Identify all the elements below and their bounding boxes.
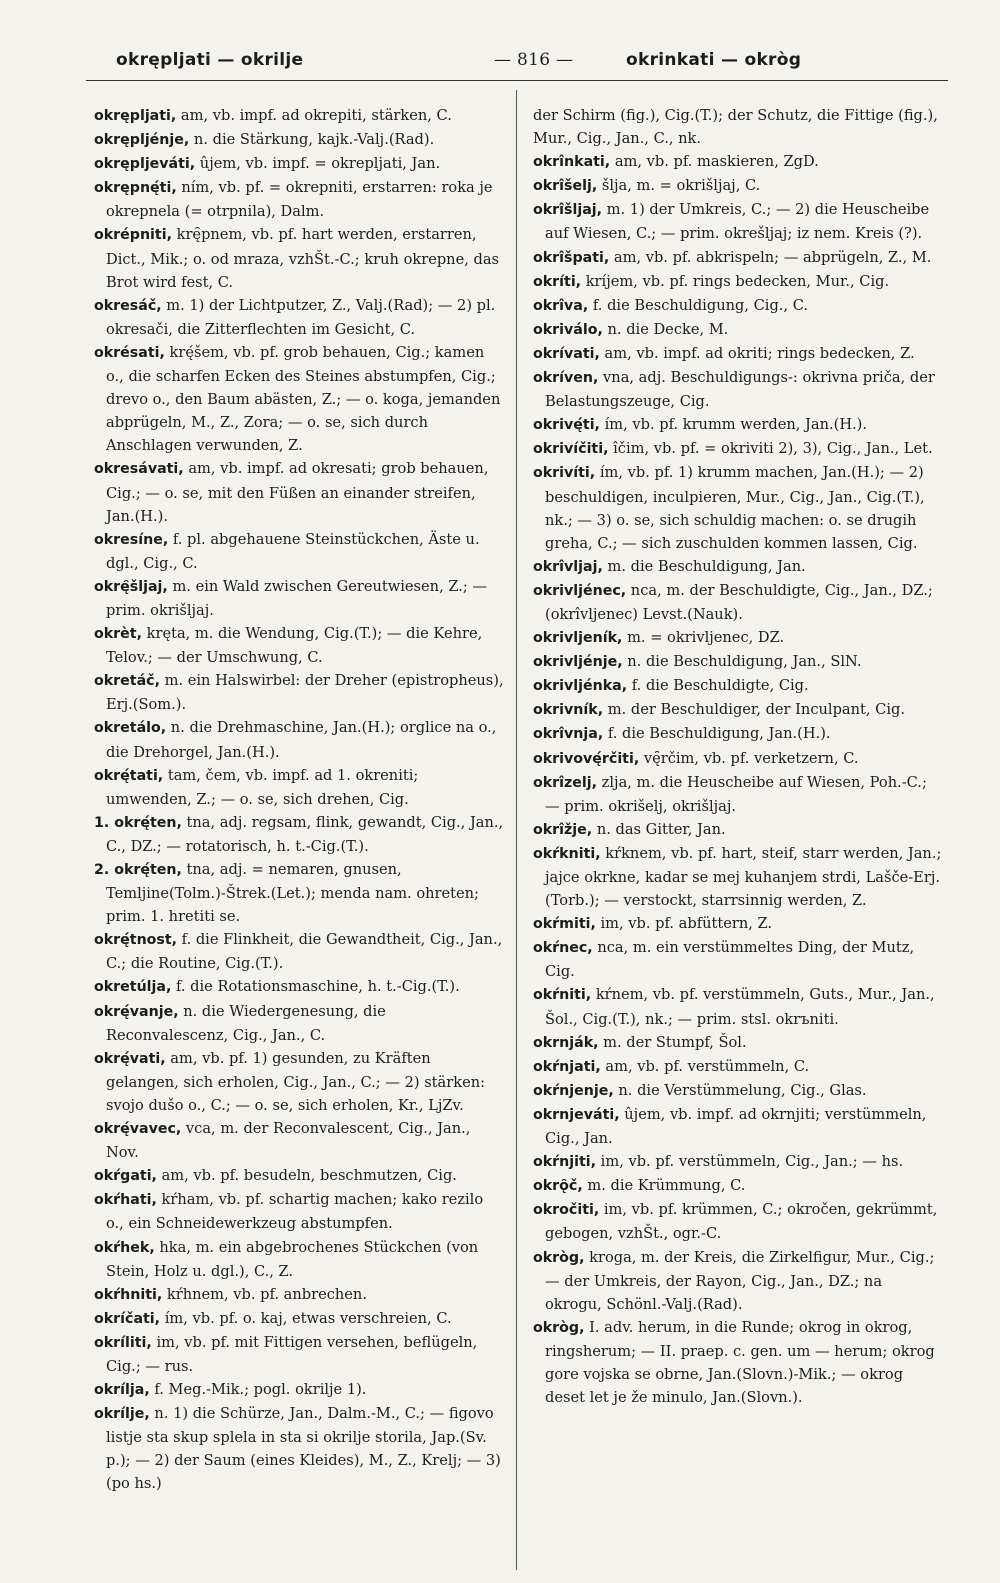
entry-definition: krę̑pnem, vb. pf. hart werden, erstarren, Dict., Mik.; o. od mraza, vzhŠt.-C.; kruh okrepne, das Brot wird fest, C. bbox=[106, 226, 500, 291]
entry-definition: n. das Gitter, Jan. bbox=[592, 820, 726, 838]
entry-definition: vę̑rčim, vb. pf. verketzern, C. bbox=[639, 749, 859, 767]
entry-headword: okrîvljaj, bbox=[533, 558, 603, 575]
entry-headword: okretáč, bbox=[94, 673, 160, 690]
header-left-guide-words: okrępljati — okrilje bbox=[116, 50, 304, 70]
entry-definition: im, vb. pf. verstümmeln, Cig., Jan.; — hs. bbox=[596, 1153, 904, 1171]
entry-headword: okŕnjati, bbox=[533, 1058, 601, 1075]
dictionary-entry bbox=[533, 698, 943, 722]
entry-definition: kroga, m. der Kreis, die Zirkelfigur, Mur., Cig.; — der Umkreis, der Rayon, Cig., Jan., DZ.; na okrogu, Schönl.-Valj.(Rad). bbox=[545, 1248, 935, 1313]
entry-definition: nca, m. der Beschuldigte, Cig., Jan., DZ.; (okrîvljenec) Levst.(Nauk). bbox=[545, 581, 933, 623]
dictionary-entry bbox=[94, 669, 504, 716]
entry-definition: m. der Beschuldiger, der Inculpant, Cig. bbox=[603, 701, 905, 719]
entry-headword: okròg, bbox=[533, 1319, 585, 1336]
entry-definition: zlja, m. die Heuscheibe auf Wiesen, Poh.-C.; — prim. okrišelj, okrišljaj. bbox=[545, 773, 927, 815]
entry-headword: 2. okrę́ten, bbox=[94, 862, 182, 878]
dictionary-entry bbox=[533, 626, 943, 650]
entry-definition: m. der Stumpf, Šol. bbox=[598, 1033, 747, 1051]
entry-definition: kŕhnem, vb. pf. anbrechen. bbox=[162, 1285, 367, 1303]
entry-headword: okrîžje, bbox=[533, 821, 593, 838]
entry-definition: tna, adj. regsam, flink, gewandt, Cig., Jan., C., DZ.; — rotatorisch, h. t.-Cig.(T.). bbox=[106, 813, 504, 855]
entry-definition: f. Meg.-Mik.; pogl. okrilje 1). bbox=[149, 1381, 367, 1399]
right-column bbox=[533, 104, 943, 1409]
entry-definition: n. die Drehmaschine, Jan.(H.); orglice na o., die Drehorgel, Jan.(H.). bbox=[106, 719, 497, 761]
entry-definition: f. die Beschuldigte, Cig. bbox=[627, 677, 809, 695]
entry-headword: okŕhati, bbox=[94, 1192, 157, 1209]
header-right-guide-words: okrinkati — okròg bbox=[626, 50, 802, 70]
dictionary-entry bbox=[94, 622, 504, 669]
entry-definition: m. ein Wald zwischen Gereutwiesen, Z.; — prim. okrišljaj. bbox=[106, 577, 488, 619]
dictionary-entry bbox=[94, 294, 504, 341]
dictionary-entry bbox=[94, 1283, 504, 1307]
entry-definition: hka, m. ein abgebrochenes Stückchen (von Stein, Holz u. dgl.), C., Z. bbox=[106, 1238, 479, 1280]
dictionary-entry bbox=[533, 342, 943, 366]
entry-definition: im, vb. pf. krümmen, C.; okročen, gekrümmt, gebogen, vzhŠt., ogr.-C. bbox=[545, 1201, 938, 1243]
dictionary-entry bbox=[94, 1117, 504, 1164]
entry-headword: okrîšljaj, bbox=[533, 202, 603, 219]
entry-definition: ûjem, vb. impf. ad okrnjiti; verstümmeln, Cig., Jan. bbox=[545, 1105, 927, 1148]
entry-definition: vca, m. der Reconvalescent, Cig., Jan., Nov. bbox=[106, 1120, 471, 1162]
dictionary-entry bbox=[94, 1047, 504, 1117]
entry-headword: okrę̑šljaj, bbox=[94, 578, 168, 595]
dictionary-entry bbox=[94, 575, 504, 622]
entry-headword: okrivljénje, bbox=[533, 654, 623, 671]
left-column bbox=[94, 104, 504, 1496]
dictionary-entry bbox=[533, 1174, 943, 1198]
page-header bbox=[86, 44, 946, 78]
entry-definition: I. adv. herum, in die Runde; okrog in okrog, ringsherum; — II. praep. c. gen. um — herum; okrog gore vojska se obrne, Jan.(Slovn.)-Mik.; — okrog deset let je že minulo, Jan.(Slovn.). bbox=[545, 1318, 935, 1407]
entry-headword: okrę́vanje, bbox=[94, 1003, 179, 1020]
entry-definition: n. die Decke, M. bbox=[602, 320, 729, 338]
entry-headword: okrésati, bbox=[94, 344, 165, 361]
entry-headword: okŕnjiti, bbox=[533, 1154, 597, 1171]
entry-definition: f. die Rotationsmaschine, h. t.-Cig.(T.). bbox=[171, 978, 460, 996]
entry-headword: okrivovę́rčiti, bbox=[533, 750, 640, 767]
dictionary-entry bbox=[533, 413, 943, 437]
entry-headword: okręplјeváti, bbox=[94, 156, 196, 173]
dictionary-entry bbox=[94, 1307, 504, 1331]
dictionary-entry bbox=[533, 174, 943, 198]
entry-headword: okrivník, bbox=[533, 702, 604, 719]
dictionary-entry bbox=[94, 128, 504, 152]
entry-headword: okrnják, bbox=[533, 1034, 599, 1051]
dictionary-entry bbox=[533, 366, 943, 413]
entry-definition: îčim, vb. pf. = okriviti 2), 3), Cig., Jan., Let. bbox=[608, 440, 933, 458]
entry-definition: ím, vb. pf. krumm werden, Jan.(H.). bbox=[599, 416, 868, 434]
dictionary-entry bbox=[533, 104, 943, 150]
entry-definition: kríjem, vb. pf. rings bedecken, Mur., Cig. bbox=[581, 272, 890, 290]
dictionary-entry bbox=[94, 811, 504, 858]
entry-definition: f. die Beschuldigung, Jan.(H.). bbox=[603, 725, 831, 743]
dictionary-entry bbox=[533, 1316, 943, 1409]
dictionary-entry bbox=[533, 1198, 943, 1245]
entry-definition: krę́šem, vb. pf. grob behauen, Cig.; kamen o., die scharfen Ecken des Steines abstumpfen, Cig.; drevo o., den Baum abästen, Z.; — o. koga, jemanden abprügeln, M., Z., Zora; — o. se, sich durch Anschlagen verwunden, Z. bbox=[106, 343, 501, 455]
entry-definition: n. die Wiedergenesung, die Reconvalescenz, Cig., Jan., C. bbox=[106, 1002, 386, 1044]
entry-headword: okrílje, bbox=[94, 1406, 150, 1423]
dictionary-entry bbox=[94, 1236, 504, 1283]
entry-headword: okresíne, bbox=[94, 531, 169, 548]
entry-headword: okrèt, bbox=[94, 626, 142, 643]
entry-headword: okríliti, bbox=[94, 1334, 152, 1351]
entry-headword: okŕnec, bbox=[533, 940, 593, 957]
entry-headword: okríven, bbox=[533, 370, 599, 387]
entry-definition: kŕham, vb. pf. schartig machen; kako rezilo o., ein Schneidewerkzeug abstumpfen. bbox=[106, 1191, 484, 1233]
entry-definition: m. 1) der Umkreis, C.; — 2) die Heuscheibe auf Wiesen, C.; — prim. okrešljaj; iz nem. Kreis (?). bbox=[545, 201, 930, 243]
entry-headword: okrivljeník, bbox=[533, 630, 623, 647]
dictionary-entry bbox=[533, 318, 943, 342]
entry-headword: okŕhek, bbox=[94, 1239, 155, 1256]
entry-definition: n. die Beschuldigung, Jan., SlN. bbox=[622, 653, 862, 671]
entry-headword: okriválo, bbox=[533, 321, 603, 338]
dictionary-entry bbox=[94, 1000, 504, 1047]
dictionary-entry bbox=[533, 1103, 943, 1150]
dictionary-entry bbox=[94, 928, 504, 975]
dictionary-entry bbox=[94, 341, 504, 457]
page-number: — 816 — bbox=[494, 50, 574, 70]
dictionary-entry bbox=[94, 858, 504, 928]
entry-definition: ním, vb. pf. = okrepniti, erstarren: roka je okrepnela (= otrpnila), Dalm. bbox=[106, 179, 493, 221]
entry-headword: okrépniti, bbox=[94, 227, 172, 244]
entry-headword: okrępnę́ti, bbox=[94, 180, 177, 197]
dictionary-entry bbox=[533, 747, 943, 771]
dictionary-entry bbox=[533, 198, 943, 245]
entry-headword: okręplјénje, bbox=[94, 132, 190, 149]
entry-headword: okrînkati, bbox=[533, 154, 611, 171]
dictionary-entry bbox=[533, 722, 943, 746]
entry-headword: okrępljati, bbox=[94, 108, 177, 124]
dictionary-entry bbox=[94, 975, 504, 999]
entry-definition: am, vb. impf. ad okresati; grob behauen, Cig.; — o. se, mit den Füßen an einander streifen, Jan.(H.). bbox=[106, 460, 489, 525]
column-divider bbox=[516, 90, 517, 1570]
entry-definition: am, vb. pf. verstümmeln, C. bbox=[600, 1057, 810, 1075]
entry-headword: okresávati, bbox=[94, 461, 184, 478]
dictionary-entry bbox=[533, 818, 943, 842]
entry-definition: am, vb. impf. ad okriti; rings bedecken, Z. bbox=[599, 344, 915, 362]
entry-headword: okŕmiti, bbox=[533, 916, 596, 933]
dictionary-entry bbox=[94, 176, 504, 223]
dictionary-entry bbox=[533, 579, 943, 626]
dictionary-entry bbox=[533, 437, 943, 461]
dictionary-entry bbox=[94, 457, 504, 527]
entry-definition: am, vb. pf. abkrispeln; — abprügeln, Z., M. bbox=[609, 248, 932, 266]
dictionary-entry bbox=[533, 912, 943, 936]
entry-headword: okŕhniti, bbox=[94, 1286, 163, 1303]
entry-definition: am, vb. pf. 1) gesunden, zu Kräften gelangen, sich erholen, Cig., Jan., C.; — 2) stärken: svojo dušo o., C.; — o. se, sich erholen, Kr., LjZv. bbox=[106, 1049, 486, 1114]
entry-definition: n. die Stärkung, kajk.-Valj.(Rad). bbox=[189, 131, 435, 149]
dictionary-entry bbox=[94, 104, 504, 128]
dictionary-entry bbox=[533, 1246, 943, 1316]
dictionary-entry bbox=[94, 716, 504, 763]
entry-headword: okrę́vavec, bbox=[94, 1121, 182, 1138]
dictionary-entry bbox=[533, 270, 943, 294]
entry-definition: kŕknem, vb. pf. hart, steif, starr werden, Jan.; jajce okrkne, kadar se mej kuhanjem strdi, Lašče-Erj.(Torb.); — verstockt, starrsinnig werden, Z. bbox=[545, 844, 942, 910]
dictionary-entry bbox=[94, 528, 504, 575]
entry-definition: šlja, m. = okrišljaj, C. bbox=[597, 177, 761, 195]
dictionary-entry bbox=[533, 842, 943, 912]
entry-headword: okrílja, bbox=[94, 1382, 150, 1399]
entry-headword: okresáč, bbox=[94, 297, 162, 314]
dictionary-entry bbox=[533, 674, 943, 698]
entry-headword: okrę́vati, bbox=[94, 1050, 166, 1067]
entry-headword: okrîšelj, bbox=[533, 178, 598, 195]
entry-headword: okríti, bbox=[533, 273, 582, 290]
dictionary-entry bbox=[533, 555, 943, 579]
entry-headword: okrívati, bbox=[533, 345, 600, 362]
entry-definition: am, vb. pf. maskieren, ZgD. bbox=[610, 153, 819, 171]
entry-definition: im, vb. pf. abfüttern, Z. bbox=[595, 915, 773, 933]
entry-definition: m. ein Halswirbel: der Dreher (epistropheus), Erj.(Som.). bbox=[106, 672, 504, 714]
dictionary-entry bbox=[94, 1331, 504, 1378]
entry-definition: im, vb. pf. mit Fittigen versehen, beflügeln, Cig.; — rus. bbox=[106, 1333, 478, 1375]
dictionary-entry bbox=[533, 150, 943, 174]
entry-headword: okrivljénec, bbox=[533, 582, 627, 599]
entry-headword: okrîzelj, bbox=[533, 774, 598, 791]
dictionary-entry bbox=[94, 1164, 504, 1188]
dictionary-entry bbox=[94, 152, 504, 176]
entry-headword: okríčati, bbox=[94, 1310, 161, 1327]
dictionary-entry bbox=[533, 1150, 943, 1174]
entry-definition: tam, čem, vb. impf. ad 1. okreniti; umwenden, Z.; — o. se, sich drehen, Cig. bbox=[106, 766, 419, 808]
dictionary-entry bbox=[94, 223, 504, 293]
entry-definition: nca, m. ein verstümmeltes Ding, der Mutz, Cig. bbox=[545, 939, 915, 981]
entry-headword: okrivljénka, bbox=[533, 678, 628, 695]
entry-headword: okrǫ̑č, bbox=[533, 1178, 583, 1195]
entry-definition: m. die Krümmung, C. bbox=[582, 1177, 746, 1195]
entry-definition: ím, vb. pf. o. kaj, etwas verschreien, C. bbox=[160, 1309, 452, 1327]
entry-definition: am, vb. impf. ad okrepiti, stärken, C. bbox=[176, 107, 452, 124]
entry-definition: ûjem, vb. impf. = okrepljati, Jan. bbox=[195, 155, 441, 173]
dictionary-entry bbox=[94, 1188, 504, 1235]
dictionary-entry bbox=[533, 771, 943, 818]
dictionary-entry bbox=[533, 1031, 943, 1055]
entry-headword: okročiti, bbox=[533, 1202, 600, 1219]
entry-headword: okŕnjenje, bbox=[533, 1082, 614, 1099]
entry-definition: n. 1) die Schürze, Jan., Dalm.-M., C.; — figovo listje sta skup splela in sta si okrilje storila, Jap.(Sv. p.); — 2) der Saum (eines Kleides), M., Z., Krelj; — 3) (po hs.) bbox=[106, 1405, 501, 1493]
dictionary-entry bbox=[94, 764, 504, 811]
entry-definition: f. die Beschuldigung, Cig., C. bbox=[588, 296, 808, 314]
entry-headword: okròg, bbox=[533, 1249, 585, 1266]
entry-headword: okrîva, bbox=[533, 297, 589, 314]
entry-headword: okrę́tati, bbox=[94, 767, 164, 784]
entry-definition: m. = okrivljenec, DZ. bbox=[622, 629, 785, 647]
dictionary-entry bbox=[533, 983, 943, 1030]
entry-definition: der Schirm (fig.), Cig.(T.); der Schutz, die Fittige (fig.), Mur., Cig., Jan., C., nk. bbox=[533, 107, 938, 148]
dictionary-entry bbox=[533, 246, 943, 270]
entry-definition: n. die Verstümmelung, Cig., Glas. bbox=[613, 1081, 867, 1099]
entry-headword: okretúlja, bbox=[94, 979, 172, 996]
entry-headword: okrivíti, bbox=[533, 465, 596, 482]
entry-definition: kŕnem, vb. pf. verstümmeln, Guts., Mur., Jan., Šol., Cig.(T.), nk.; — prim. stsl. okrъniti. bbox=[545, 986, 935, 1028]
dictionary-entry bbox=[533, 650, 943, 674]
entry-definition: kręta, m. die Wendung, Cig.(T.); — die Kehre, Telov.; — der Umschwung, C. bbox=[106, 625, 483, 667]
header-rule bbox=[86, 80, 948, 81]
entry-headword: okrę́tnost, bbox=[94, 932, 178, 949]
entry-headword: okrivíčiti, bbox=[533, 441, 609, 458]
entry-headword: okŕgati, bbox=[94, 1168, 157, 1185]
dictionary-entry bbox=[94, 1378, 504, 1402]
dictionary-entry bbox=[533, 1079, 943, 1103]
dictionary-entry bbox=[94, 1402, 504, 1495]
entry-headword: okrîšpati, bbox=[533, 249, 610, 266]
entry-definition: am, vb. pf. besudeln, beschmutzen, Cig. bbox=[156, 1167, 457, 1185]
entry-definition: m. 1) der Lichtputzer, Z., Valj.(Rad); — 2) pl. okresači, die Zitterflechten im Gesicht, C. bbox=[106, 296, 496, 338]
entry-definition: tna, adj. = nemaren, gnusen, Temljine(Tolm.)-Štrek.(Let.); menda nam. ohreten; prim. 1. hretiti se. bbox=[106, 861, 479, 926]
dictionary-entry bbox=[533, 461, 943, 554]
entry-definition: m. die Beschuldigung, Jan. bbox=[602, 557, 806, 575]
dictionary-entry bbox=[533, 294, 943, 318]
entry-headword: okrnjeváti, bbox=[533, 1106, 620, 1123]
entry-headword: okŕkniti, bbox=[533, 845, 601, 862]
dictionary-entry bbox=[533, 1055, 943, 1079]
entry-headword: okrivę́ti, bbox=[533, 417, 600, 434]
entry-definition: ím, vb. pf. 1) krumm machen, Jan.(H.); — 2) beschuldigen, inculpieren, Mur., Cig., Jan., Cig.(T.), nk.; — 3) o. se, sich schuldig machen: o. se drugih greha, C.; — sich zuschulden kommen lassen, Cig. bbox=[545, 464, 925, 552]
entry-headword: okŕniti, bbox=[533, 987, 592, 1004]
entry-definition: f. die Flinkheit, die Gewandtheit, Cig., Jan., C.; die Routine, Cig.(T.). bbox=[106, 931, 503, 973]
entry-headword: okretálo, bbox=[94, 720, 167, 737]
entry-headword: 1. okrę́ten, bbox=[94, 814, 182, 831]
entry-definition: f. pl. abgehauene Steinstückchen, Äste u. dgl., Cig., C. bbox=[106, 530, 480, 572]
entry-headword: okrîvnja, bbox=[533, 726, 604, 743]
entry-definition: vna, adj. Beschuldigungs-: okrivna priča, der Belastungszeuge, Cig. bbox=[545, 369, 935, 411]
dictionary-entry bbox=[533, 936, 943, 983]
